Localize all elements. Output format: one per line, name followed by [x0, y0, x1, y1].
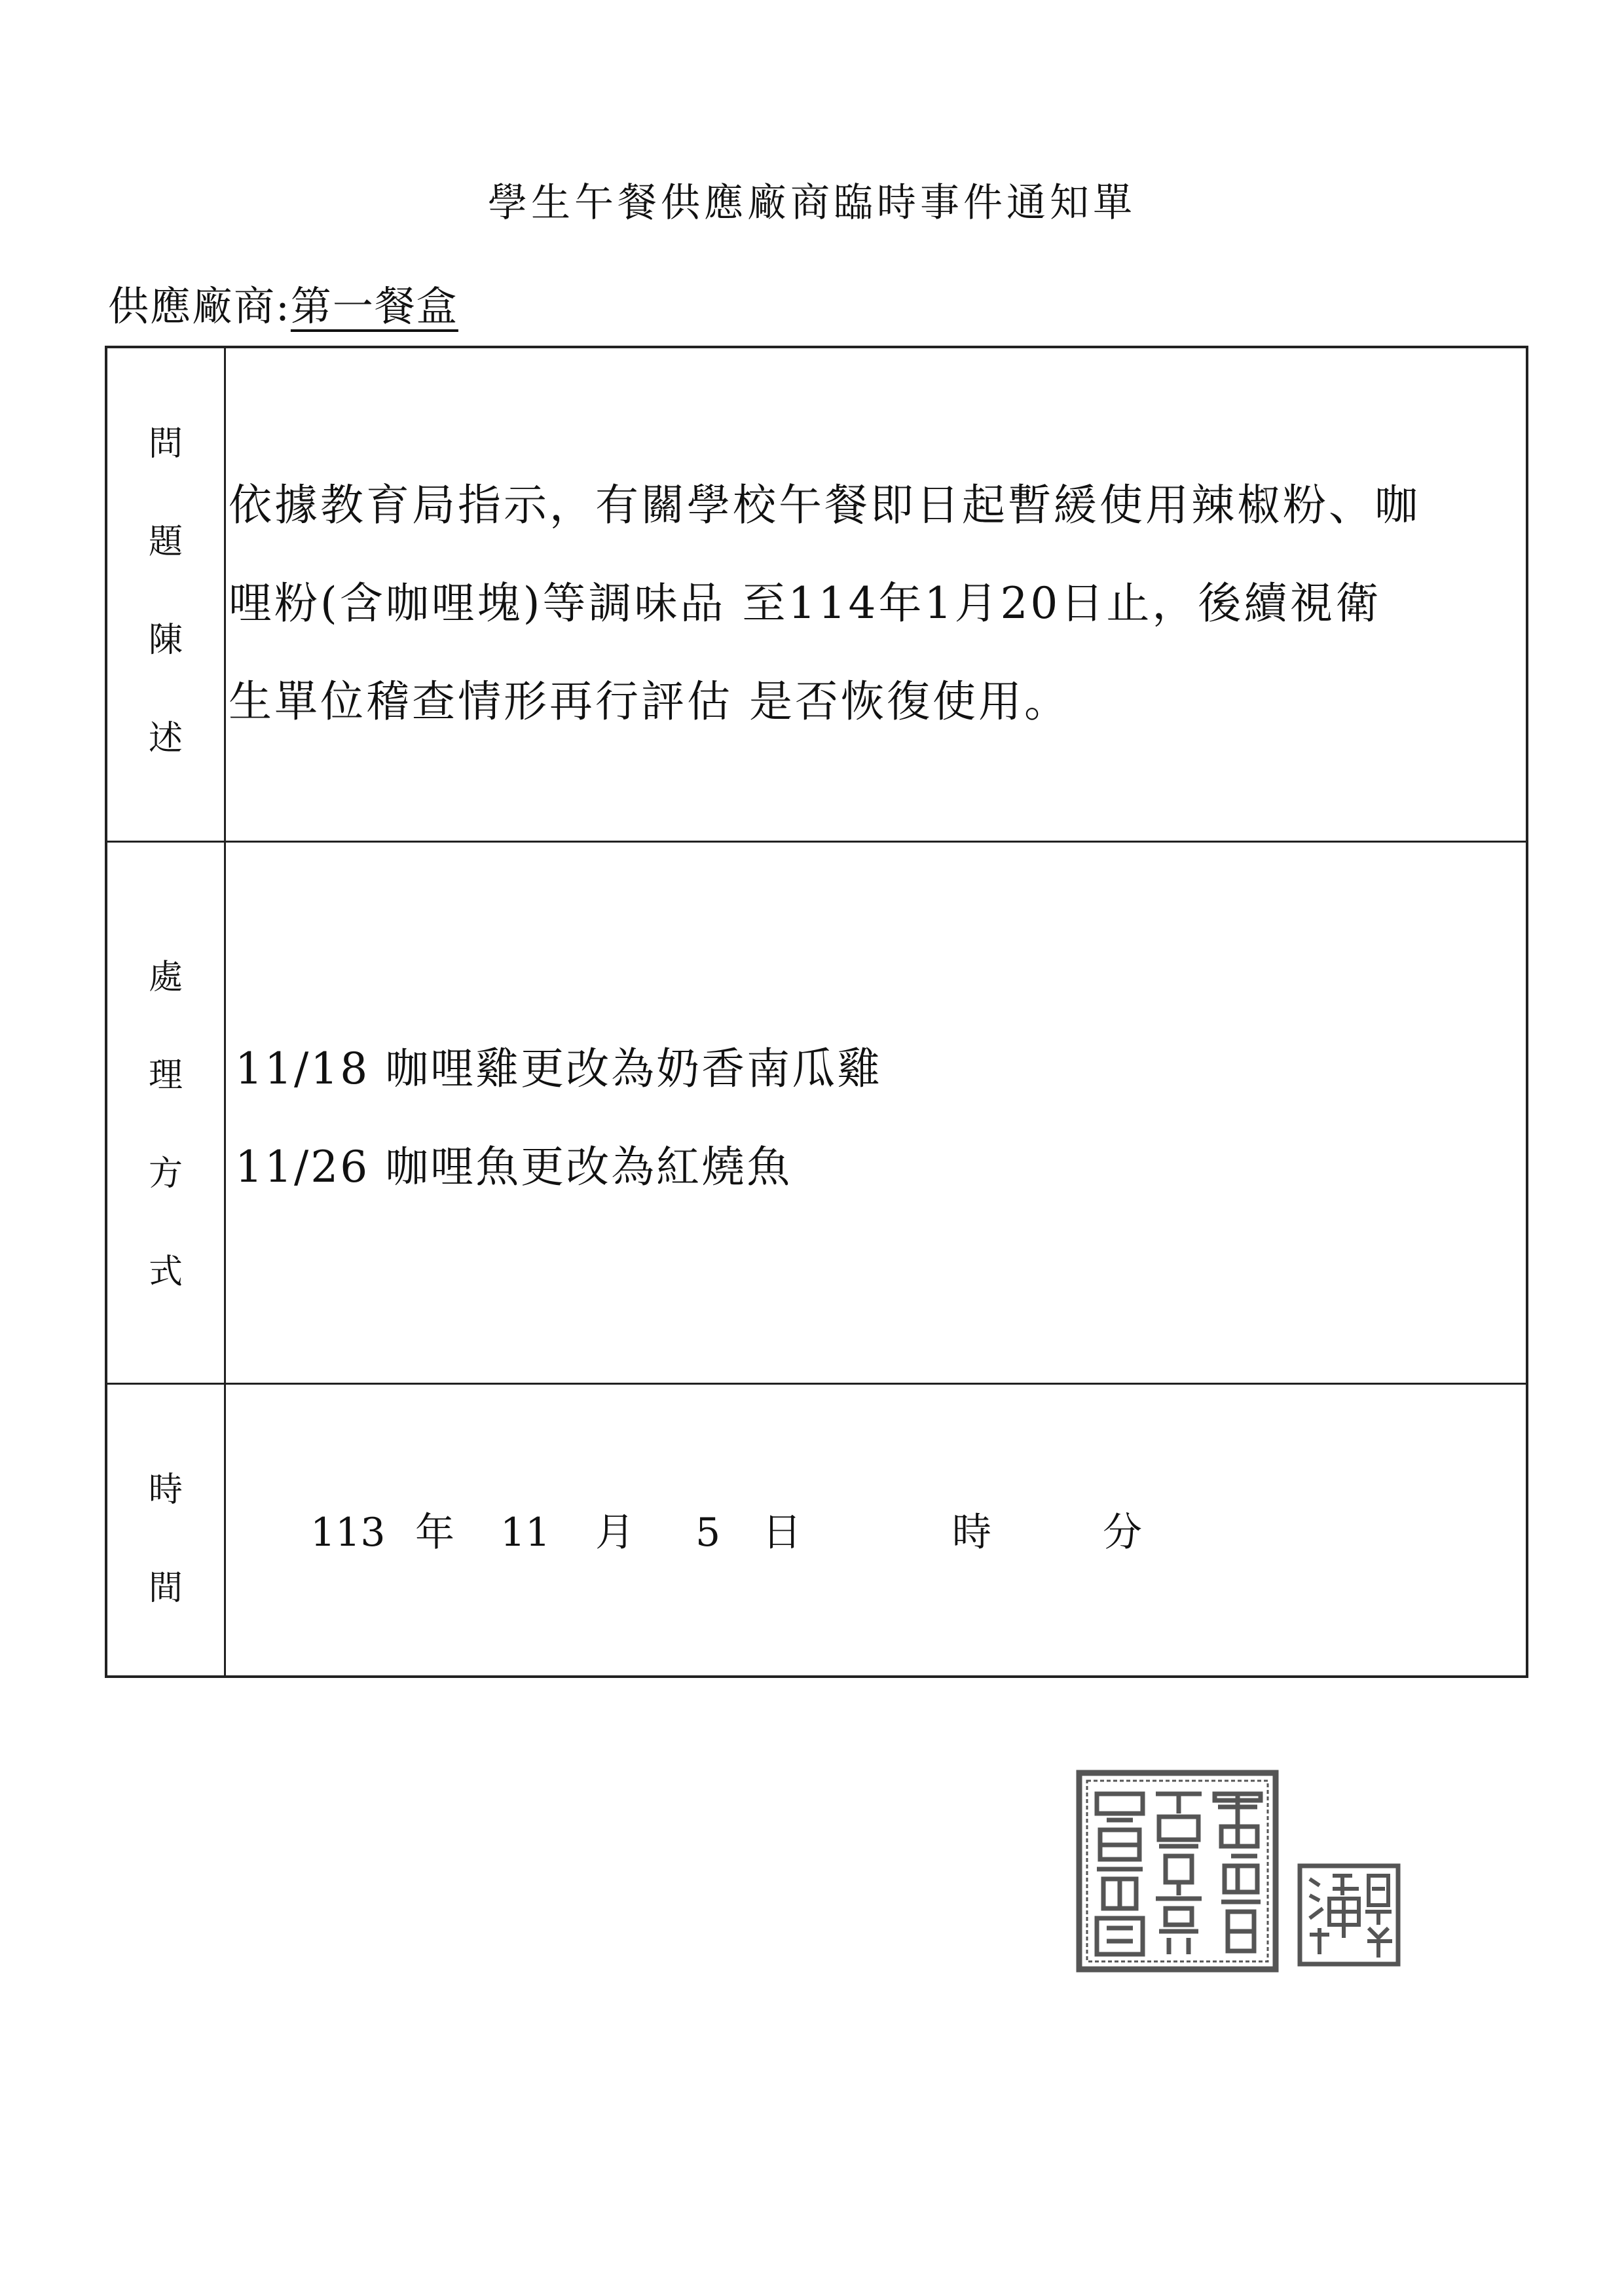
- problem-line: 依據教育局指示，有關學校午餐即日起暫緩使用辣椒粉、咖: [229, 480, 1420, 530]
- handling-label-char: 方: [148, 1154, 183, 1194]
- problem-label-char: 題: [148, 522, 183, 562]
- seal-stamps: [1074, 1768, 1414, 1990]
- time-day-value: 5: [695, 1510, 721, 1556]
- time-label-char: 間: [148, 1569, 183, 1608]
- vendor-line: [108, 274, 458, 332]
- handling-label-char: 式: [148, 1252, 183, 1292]
- problem-line: 哩粉(含咖哩塊)等調味品 至114年1月20日止，後續視衛: [229, 578, 1382, 629]
- time-year-unit: 年: [415, 1510, 454, 1556]
- vendor-label: 供應廠商:: [108, 282, 291, 330]
- time-minute-unit: 分: [1103, 1510, 1142, 1556]
- personal-seal-stamp: [1300, 1866, 1398, 1964]
- problem-label-cell: [107, 348, 224, 841]
- vendor-name: 第一餐盒: [290, 282, 458, 330]
- column-divider: [224, 348, 226, 841]
- problem-label-char: 述: [148, 719, 183, 758]
- problem-label-char: 問: [148, 424, 183, 464]
- problem-label-char: 陳: [148, 621, 183, 660]
- form-title: 學生午餐供應廠商臨時事件通知單: [488, 180, 1136, 226]
- time-year-value: 113: [310, 1510, 386, 1556]
- problem-row: [107, 348, 1526, 843]
- company-seal-stamp: [1079, 1773, 1276, 1969]
- time-day-unit: 日: [762, 1510, 802, 1556]
- column-divider: [224, 843, 226, 1383]
- time-label-char: 時: [148, 1470, 183, 1510]
- problem-description: [229, 456, 1528, 751]
- problem-line: 生單位稽查情形再行評估 是否恢復使用。: [229, 676, 1070, 727]
- time-month-value: 11: [500, 1510, 551, 1556]
- notice-form-table: [105, 346, 1528, 1678]
- handling-label-cell: [107, 843, 224, 1383]
- handling-label-char: 理: [148, 1056, 183, 1095]
- time-row: [107, 1385, 1526, 1678]
- time-hour-unit: 時: [952, 1510, 991, 1556]
- handling-line: 11/18 咖哩雞更改為奶香南瓜雞: [235, 1044, 883, 1094]
- handling-row: [107, 843, 1526, 1385]
- time-month-unit: 月: [595, 1510, 635, 1556]
- handling-label-char: 處: [148, 958, 183, 997]
- time-label-cell: [107, 1385, 224, 1678]
- column-divider: [224, 1385, 226, 1678]
- handling-line: 11/26 咖哩魚更改為紅燒魚: [235, 1142, 792, 1192]
